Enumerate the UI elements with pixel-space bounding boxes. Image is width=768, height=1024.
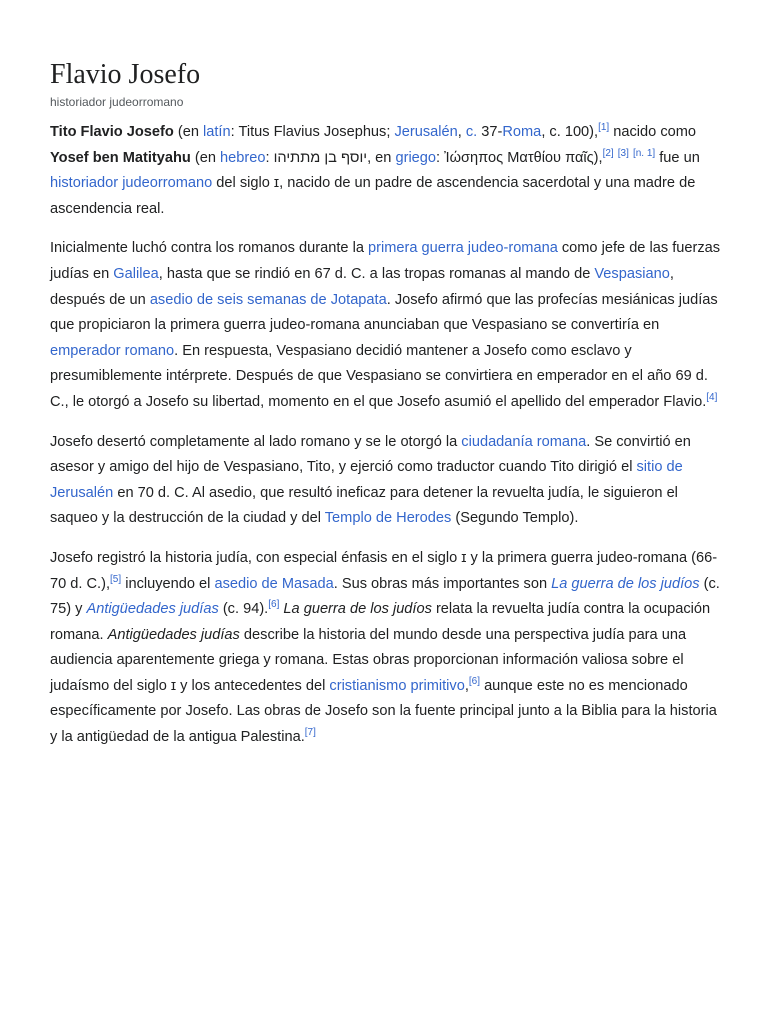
reference-link[interactable]: [3] bbox=[617, 147, 629, 159]
text: . Se convirtió en asesor y amigo del hijo de Vespasiano, Tito, y ejerció como traductor cuando Tito dirigió el bbox=[50, 433, 691, 476]
page-title: Flavio Josefo bbox=[50, 59, 201, 90]
paragraph-1 bbox=[50, 120, 722, 222]
link-hebreo[interactable]: hebreo bbox=[220, 149, 266, 166]
text: , después de un bbox=[50, 265, 674, 308]
text: . En respuesta, Vespasiano decidió mantener a Josefo como esclavo y presumiblemente intérprete. Después de que Vespasiano se convirtiera en emperador en el año 69 d. C., le otorgó a Josefo su libertad, momento en el que Josefo asumió el apellido del emperador Flavio. bbox=[50, 342, 708, 410]
text: nacido como bbox=[609, 124, 697, 140]
reference-link[interactable]: [5] bbox=[110, 573, 122, 585]
text: (c. 75) y bbox=[50, 575, 720, 618]
text: como jefe de las fuerzas judías en bbox=[50, 240, 721, 282]
reference-link[interactable]: [6] bbox=[468, 676, 481, 688]
bold-name: Tito Flavio Josefo bbox=[50, 124, 174, 140]
text: Inicialmente luchó contra los romanos durante la bbox=[50, 240, 368, 257]
text: 37- bbox=[477, 124, 503, 140]
link-galilea[interactable]: Galilea bbox=[113, 265, 159, 282]
page-subtitle: historiador judeorromano bbox=[50, 95, 184, 109]
text: Josefo desertó completamente al lado romano y se le otorgó la bbox=[50, 433, 462, 450]
italic-title: La guerra de los judíos bbox=[551, 575, 700, 592]
link-roma[interactable]: Roma bbox=[502, 124, 542, 140]
text: : Titus Flavius Josephus; bbox=[230, 124, 395, 140]
link-asedio-masada[interactable]: asedio de Masada bbox=[214, 575, 334, 592]
link-vespasiano[interactable]: Vespasiano bbox=[594, 265, 670, 282]
text: , hasta que se rindió en 67 d. C. a las tropas romanas al mando de bbox=[158, 265, 595, 282]
reference-6b[interactable] bbox=[469, 676, 480, 687]
reference-4[interactable] bbox=[706, 392, 717, 403]
article bbox=[50, 0, 722, 751]
text: en 70 d. C. Al asedio, que resultó ineficaz para detener la revuelta judía, le siguieron el saqueo y la destrucción de la ciudad y del bbox=[50, 484, 678, 527]
link-latin[interactable]: latín bbox=[203, 124, 231, 140]
reference-link[interactable]: [4] bbox=[706, 392, 718, 404]
reference-link[interactable]: [2] bbox=[602, 147, 614, 159]
reference-link[interactable]: [1] bbox=[598, 122, 610, 134]
link-sitio-jerusalen[interactable]: sitio de Jerusalén bbox=[50, 459, 683, 501]
reference-3[interactable] bbox=[618, 148, 629, 159]
text: aunque este no es mencionado específicamente por Josefo. Las obras de Josefo son la fuente principal junto a la Biblia para la historia y la antigüedad de la antigua Palestina. bbox=[50, 677, 717, 746]
text: incluyendo el bbox=[121, 575, 215, 592]
note-link[interactable]: [n. 1] bbox=[632, 147, 656, 159]
text: fue un bbox=[655, 149, 700, 166]
text: relata la revuelta judía contra la ocupación romana. bbox=[50, 601, 711, 643]
link-primera-guerra[interactable]: primera guerra judeo-romana bbox=[368, 240, 558, 257]
reference-link[interactable]: [6] bbox=[268, 599, 280, 611]
link-ciudadania-romana[interactable]: ciudadanía romana bbox=[461, 433, 587, 450]
text: (en bbox=[190, 149, 221, 166]
text: , c. 100), bbox=[541, 124, 599, 140]
italic-title: Antigüedades judías bbox=[107, 626, 240, 643]
text: : Ἰώσηπος Ματθίου παῖς), bbox=[436, 149, 603, 166]
reference-2[interactable] bbox=[603, 148, 614, 159]
text: : יוסף בן מתתיהו‎, en bbox=[265, 149, 396, 166]
text: . Sus obras más importantes son bbox=[333, 575, 552, 592]
text: , bbox=[457, 124, 466, 140]
reference-link[interactable]: [7] bbox=[304, 727, 316, 739]
text: del siglo ɪ, nacido de un padre de ascendencia sacerdotal y una madre de ascendencia real. bbox=[50, 175, 696, 217]
reference-7[interactable] bbox=[305, 727, 316, 738]
link-griego[interactable]: griego bbox=[395, 149, 437, 166]
link-guerra-judios[interactable] bbox=[551, 576, 699, 592]
paragraph-3 bbox=[50, 430, 722, 532]
reference-5[interactable] bbox=[110, 574, 121, 585]
link-emperador-romano[interactable]: emperador romano bbox=[50, 342, 175, 359]
link-circa[interactable]: c. bbox=[465, 124, 478, 140]
bold-name-2: Yosef ben Matityahu bbox=[50, 149, 191, 166]
text: describe la historia del mundo desde una perspectiva judía para una audiencia aparentemente griega y romana. Estas obras proporcionan información valiosa sobre el judaísmo del siglo ɪ y los antecedentes del bbox=[50, 626, 687, 694]
link-templo-herodes[interactable]: Templo de Herodes bbox=[324, 510, 452, 527]
text: . Josefo afirmó que las profecías mesiánicas judías que propiciaron la primera guerra judeo-romana anunciaban que Vespasiano se convertiría en bbox=[50, 291, 718, 334]
paragraph-2 bbox=[50, 236, 722, 415]
text: (c. 94). bbox=[218, 601, 269, 618]
link-jerusalen[interactable]: Jerusalén bbox=[394, 124, 458, 140]
link-asedio-jotapata[interactable]: asedio de seis semanas de Jotapata bbox=[149, 291, 387, 308]
text: , bbox=[464, 677, 469, 694]
reference-6[interactable] bbox=[268, 599, 279, 610]
note-1[interactable] bbox=[633, 148, 655, 159]
text: (Segundo Templo). bbox=[451, 510, 579, 527]
link-antiguedades-judias[interactable] bbox=[87, 601, 219, 617]
text: Josefo registró la historia judía, con especial énfasis en el siglo ɪ y la primera guerra judeo-romana (66-70 d. C.), bbox=[50, 549, 718, 592]
italic-title: La guerra de los judíos bbox=[283, 601, 432, 618]
reference-1[interactable] bbox=[598, 122, 609, 133]
link-cristianismo-primitivo[interactable]: cristianismo primitivo bbox=[329, 677, 465, 694]
paragraph-4 bbox=[50, 546, 722, 751]
link-historiador[interactable]: historiador judeorromano bbox=[50, 175, 213, 192]
italic-title: Antigüedades judías bbox=[86, 601, 219, 618]
text: (en bbox=[173, 124, 204, 140]
